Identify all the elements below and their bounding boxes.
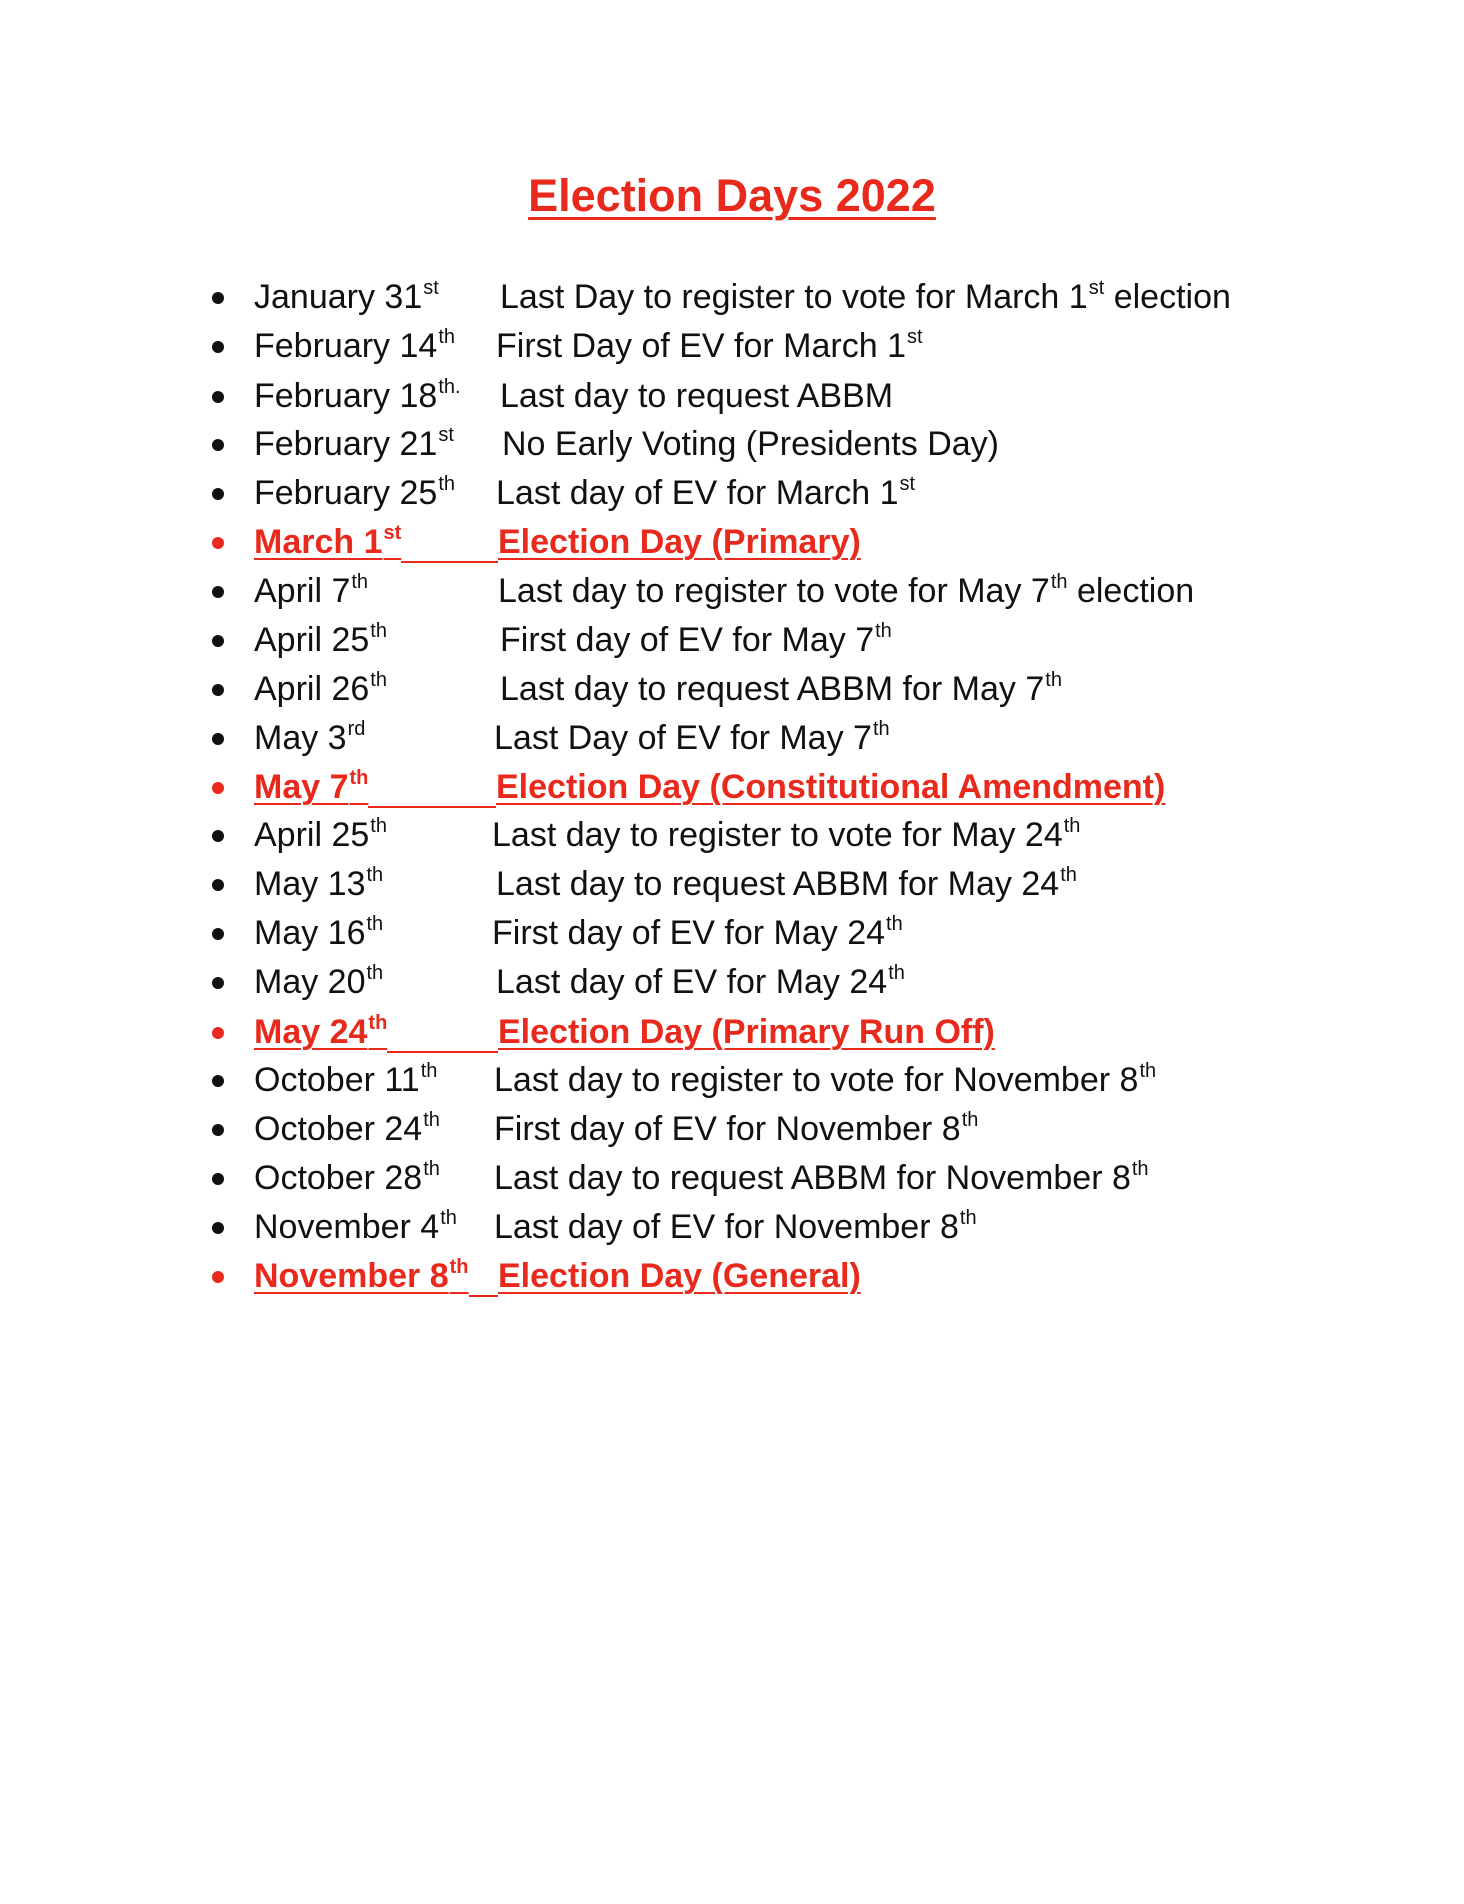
item-description-text: Last day to request ABBM for November 8 <box>494 1159 1131 1197</box>
list-item <box>0 322 1464 371</box>
item-description <box>498 1008 995 1057</box>
item-date-suffix: th <box>449 1256 469 1278</box>
election-day-item <box>0 518 1464 567</box>
item-description-suffix: th <box>1139 1060 1157 1082</box>
item-date-text: March 1 <box>254 523 383 561</box>
item-date-text: April 7 <box>254 572 351 610</box>
item-date <box>254 420 454 469</box>
item-description <box>494 1105 978 1154</box>
item-description-text: Last day to register to vote for May 7 <box>498 572 1050 610</box>
list-item <box>0 469 1464 518</box>
item-description-text: Last day of EV for November 8 <box>494 1208 959 1246</box>
item-date-suffix: th <box>366 913 384 935</box>
bullet-icon <box>212 586 224 598</box>
item-description-text: Election Day (Primary) <box>498 523 861 561</box>
item-date <box>254 1008 387 1057</box>
item-date <box>254 958 383 1007</box>
item-date-suffix: th <box>370 669 387 691</box>
item-date-suffix: th <box>423 1109 440 1131</box>
item-date <box>254 372 461 421</box>
item-description <box>494 1154 1149 1203</box>
item-description-tail: election <box>1067 572 1195 610</box>
item-description-tail: election <box>1104 278 1231 316</box>
item-description-suffix: st <box>899 473 916 495</box>
item-date-text: October 24 <box>254 1110 423 1148</box>
underline-connector <box>469 1295 498 1297</box>
item-date-suffix: th <box>370 620 387 642</box>
list-item <box>0 1105 1464 1154</box>
item-description-suffix: th <box>888 962 905 984</box>
item-date-text: February 25 <box>254 474 438 512</box>
list-item <box>0 909 1464 958</box>
item-date <box>254 469 455 518</box>
item-date-text: February 18 <box>254 377 438 415</box>
list-item <box>0 665 1464 714</box>
item-description-suffix: th <box>959 1207 977 1229</box>
item-description-suffix: st <box>1088 277 1105 299</box>
bullet-icon <box>212 488 224 500</box>
item-description-text: Election Day (Primary Run Off) <box>498 1013 995 1051</box>
item-date <box>254 567 368 616</box>
underline-connector <box>368 806 496 808</box>
bullet-icon <box>212 537 224 549</box>
item-date <box>254 1056 437 1105</box>
item-description-text: Last day to request ABBM for May 24 <box>496 865 1060 903</box>
item-description <box>500 616 892 665</box>
item-description <box>498 518 861 567</box>
bullet-icon <box>212 341 224 353</box>
item-date <box>254 1105 440 1154</box>
bullet-icon <box>212 1271 224 1283</box>
item-date-text: February 21 <box>254 425 438 463</box>
item-description <box>500 372 893 421</box>
item-date-text: November 4 <box>254 1208 440 1246</box>
bullet-icon <box>212 684 224 696</box>
item-date-suffix: th <box>370 815 387 837</box>
item-date-suffix: th <box>366 962 384 984</box>
item-date <box>254 763 368 812</box>
item-date-text: May 7 <box>254 768 349 806</box>
list-item <box>0 811 1464 860</box>
item-date-suffix: st <box>383 522 402 544</box>
list-item <box>0 714 1464 763</box>
item-description <box>494 714 890 763</box>
item-description-text: First Day of EV for March 1 <box>496 327 906 365</box>
item-date <box>254 1154 440 1203</box>
item-description-text: First day of EV for May 24 <box>492 914 886 952</box>
item-description-text: No Early Voting (Presidents Day) <box>502 425 999 463</box>
item-description-suffix: th <box>886 913 903 935</box>
page-title: Election Days 2022 <box>528 170 936 221</box>
item-date-suffix: th <box>368 1012 388 1034</box>
election-day-item <box>0 1008 1464 1057</box>
item-description-text: First day of EV for November 8 <box>494 1110 961 1148</box>
item-date-text: May 20 <box>254 963 366 1001</box>
bullet-icon <box>212 782 224 794</box>
item-description <box>498 567 1194 616</box>
item-date-text: April 26 <box>254 670 370 708</box>
item-date-suffix: th <box>438 326 456 348</box>
item-description-text: Last day to request ABBM for May 7 <box>500 670 1045 708</box>
item-description <box>496 469 915 518</box>
item-description-suffix: th <box>1063 815 1081 837</box>
list-item <box>0 567 1464 616</box>
list-item <box>0 958 1464 1007</box>
item-date <box>254 665 387 714</box>
list-item <box>0 616 1464 665</box>
item-date-text: May 3 <box>254 719 347 757</box>
list-item <box>0 1203 1464 1252</box>
bullet-icon <box>212 292 224 304</box>
item-description-text: Last day of EV for May 24 <box>496 963 888 1001</box>
bullet-icon <box>212 1027 224 1039</box>
bullet-icon <box>212 1075 224 1087</box>
election-day-item <box>0 1252 1464 1301</box>
item-date-suffix: st <box>438 424 454 446</box>
list-item <box>0 273 1464 322</box>
list-item <box>0 372 1464 421</box>
bullet-icon <box>212 391 224 403</box>
list-item <box>0 1154 1464 1203</box>
bullet-icon <box>212 1222 224 1234</box>
item-date-suffix: th <box>349 767 369 789</box>
item-date-suffix: th <box>366 864 384 886</box>
item-description <box>500 665 1062 714</box>
list-item <box>0 1056 1464 1105</box>
item-description-text: First day of EV for May 7 <box>500 621 875 659</box>
item-date-suffix: th <box>440 1207 457 1229</box>
item-description-suffix: th <box>1050 571 1068 593</box>
item-description-suffix: th <box>872 718 890 740</box>
item-description <box>494 1203 977 1252</box>
item-description-text: Last day to register to vote for November 8 <box>494 1061 1139 1099</box>
bullet-icon <box>212 879 224 891</box>
item-date <box>254 860 383 909</box>
bullet-icon <box>212 1173 224 1185</box>
item-date <box>254 1203 457 1252</box>
item-date-text: October 28 <box>254 1159 423 1197</box>
item-date-suffix: st <box>423 277 439 299</box>
item-date-suffix: th <box>423 1158 440 1180</box>
item-description-suffix: th <box>1060 864 1077 886</box>
bullet-icon <box>212 830 224 842</box>
item-date-text: May 24 <box>254 1013 368 1051</box>
item-description-text: Last day to register to vote for May 24 <box>492 816 1063 854</box>
item-description-text: Last day of EV for March 1 <box>496 474 899 512</box>
item-date-text: April 25 <box>254 621 370 659</box>
item-date-text: October 11 <box>254 1061 420 1099</box>
item-description-text: Last Day of EV for May 7 <box>494 719 872 757</box>
item-date <box>254 273 439 322</box>
list-item <box>0 860 1464 909</box>
election-day-item <box>0 763 1464 812</box>
bullet-icon <box>212 977 224 989</box>
item-description <box>496 958 905 1007</box>
item-description-suffix: th <box>1045 669 1062 691</box>
item-description-suffix: th <box>875 620 892 642</box>
item-date <box>254 811 387 860</box>
item-date <box>254 322 455 371</box>
item-date-text: November 8 <box>254 1257 449 1295</box>
item-description-suffix: th <box>961 1109 979 1131</box>
item-description <box>500 273 1231 322</box>
item-date <box>254 909 383 958</box>
item-description <box>502 420 999 469</box>
item-date-text: May 16 <box>254 914 366 952</box>
bullet-icon <box>212 1124 224 1136</box>
bullet-icon <box>212 733 224 745</box>
item-description <box>494 1056 1156 1105</box>
item-description <box>492 909 903 958</box>
item-description-text: Election Day (General) <box>498 1257 861 1295</box>
item-description <box>496 860 1077 909</box>
item-description <box>492 811 1080 860</box>
bullet-icon <box>212 439 224 451</box>
underline-connector <box>387 1051 498 1053</box>
item-date <box>254 616 387 665</box>
item-date <box>254 518 401 567</box>
underline-connector <box>401 561 498 563</box>
bullet-icon <box>212 928 224 940</box>
bullet-icon <box>212 635 224 647</box>
item-date-text: April 25 <box>254 816 370 854</box>
item-description-text: Last day to request ABBM <box>500 377 894 415</box>
item-date-suffix: th <box>420 1060 438 1082</box>
item-date <box>254 714 365 763</box>
item-date-suffix: rd <box>347 718 366 740</box>
item-description-text: Election Day (Constitutional Amendment) <box>496 768 1166 806</box>
item-date-text: February 14 <box>254 327 438 365</box>
item-description <box>496 322 923 371</box>
item-date-suffix: th <box>351 571 369 593</box>
item-date-text: January 31 <box>254 278 423 316</box>
item-description <box>498 1252 861 1301</box>
item-description-suffix: th <box>1131 1158 1149 1180</box>
item-description <box>496 763 1165 812</box>
item-date-suffix: th <box>438 473 456 495</box>
item-date-suffix: th. <box>438 376 461 398</box>
item-date <box>254 1252 469 1301</box>
item-date-text: May 13 <box>254 865 366 903</box>
item-description-suffix: st <box>907 326 923 348</box>
item-description-text: Last Day to register to vote for March 1 <box>500 278 1088 316</box>
list-item <box>0 420 1464 469</box>
